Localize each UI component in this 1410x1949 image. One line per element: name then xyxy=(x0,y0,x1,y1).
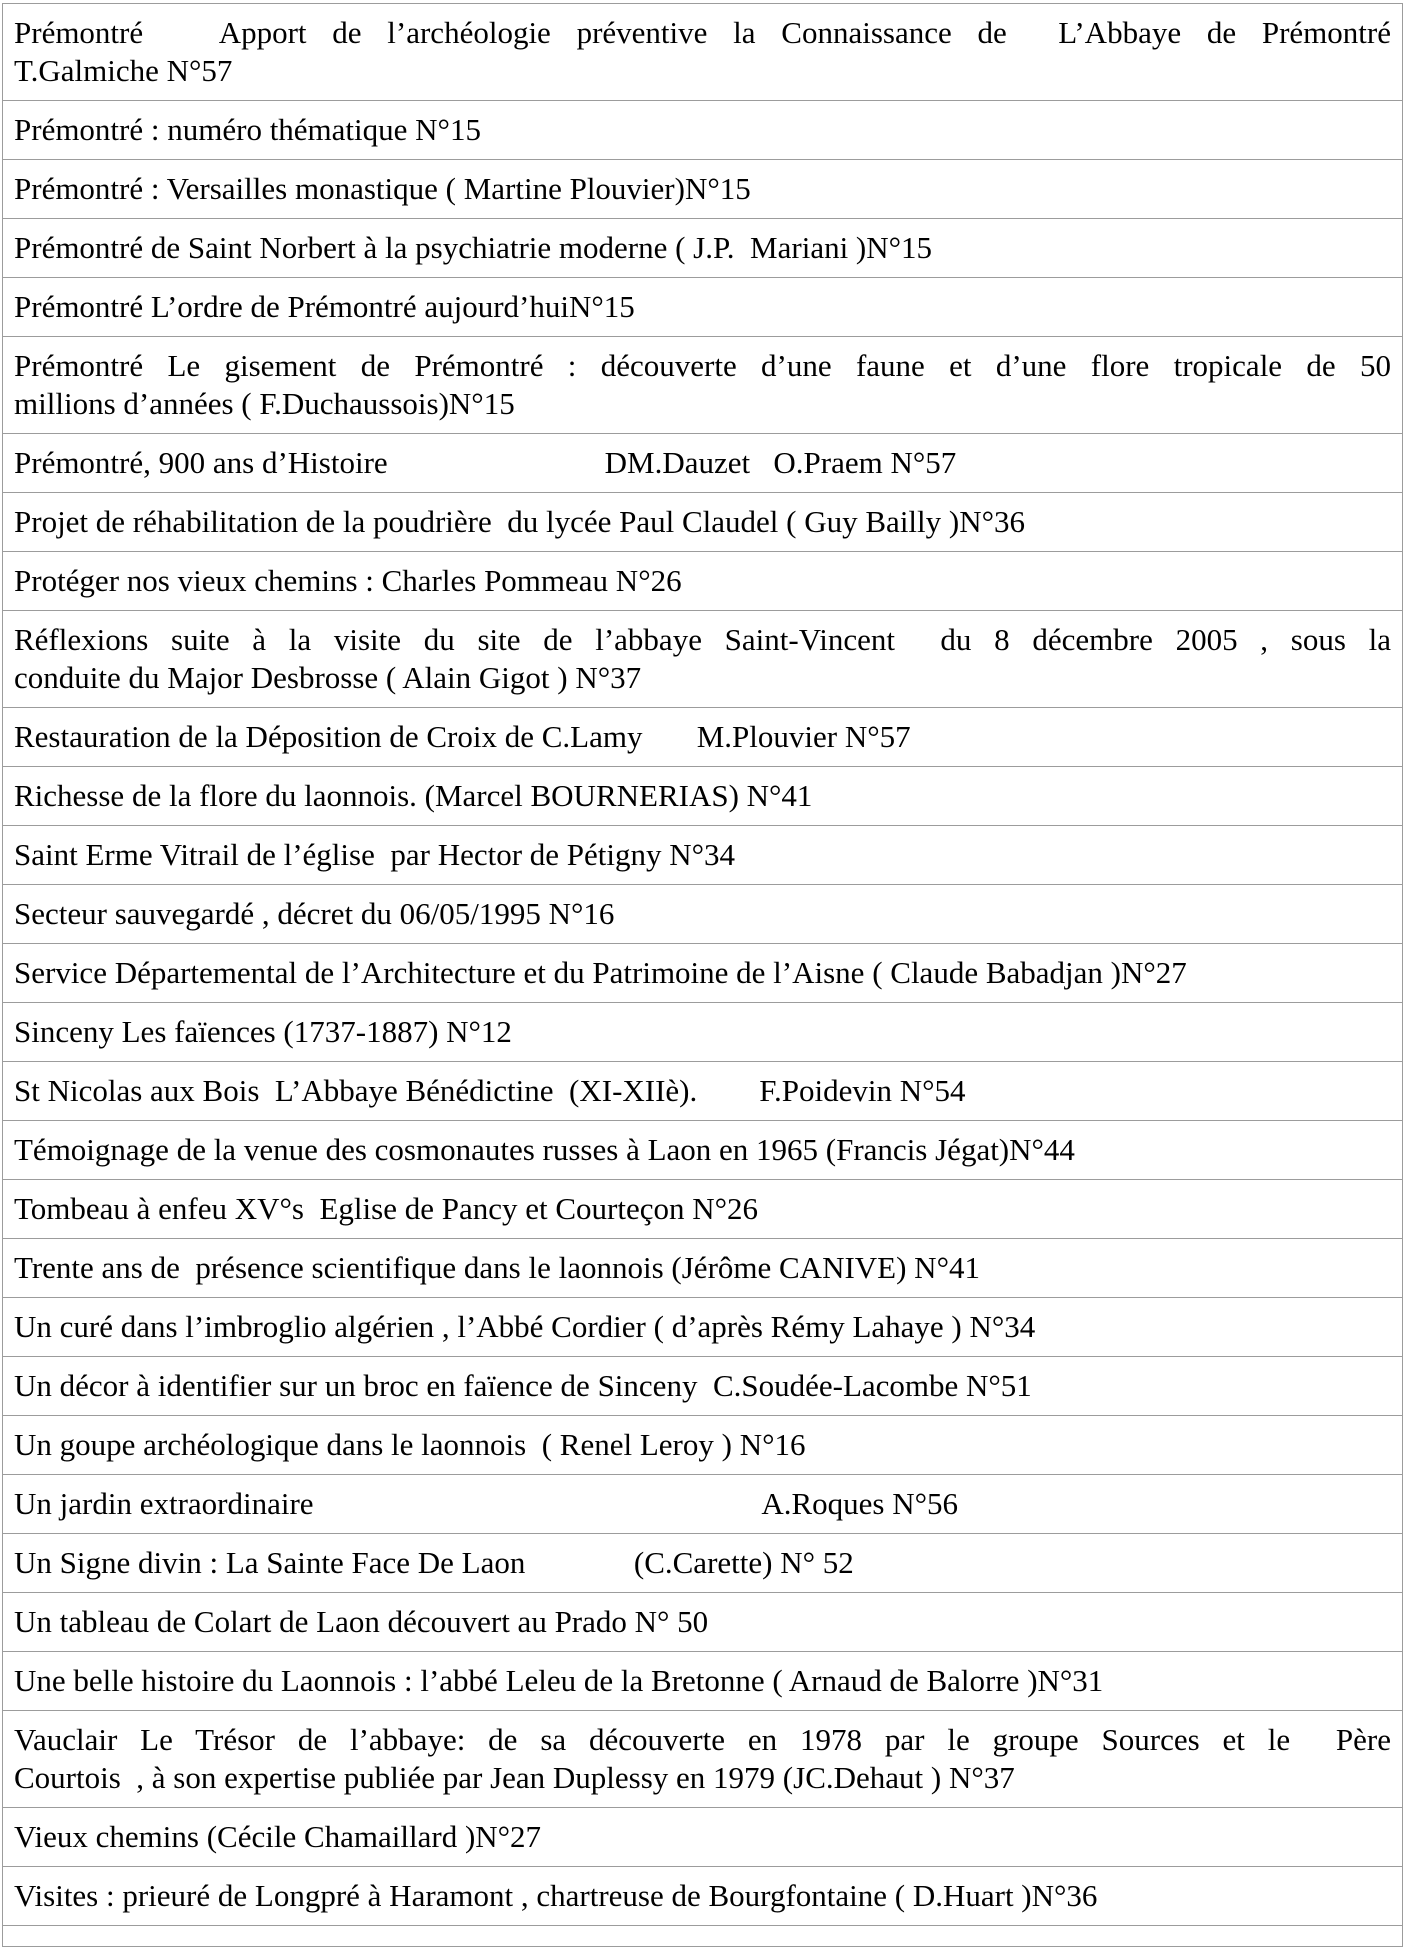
article-entry-line: Visites : prieuré de Longpré à Haramont , chartreuse de Bourgfontaine ( D.Huart )N°36 xyxy=(14,1878,1098,1913)
article-entry-line: Prémontré Le gisement de Prémontré : découverte d’une faune et d’une flore tropicale de 50 xyxy=(14,348,1391,383)
article-entry xyxy=(3,552,1403,611)
table-row xyxy=(3,1711,1403,1808)
article-entry xyxy=(3,278,1403,337)
article-entry xyxy=(3,1711,1403,1808)
article-entry xyxy=(3,493,1403,552)
article-entry xyxy=(3,1808,1403,1867)
table-row xyxy=(3,611,1403,708)
table-row xyxy=(3,944,1403,1003)
article-entry-line: Vieux chemins (Cécile Chamaillard )N°27 xyxy=(14,1819,542,1854)
table-row xyxy=(3,708,1403,767)
article-entry-line: Prémontré, 900 ans d’Histoire DM.Dauzet O.Praem N°57 xyxy=(14,445,957,480)
article-entry xyxy=(3,160,1403,219)
article-entry-line: Une belle histoire du Laonnois : l’abbé Leleu de la Bretonne ( Arnaud de Balorre )N°31 xyxy=(14,1663,1104,1698)
table-row xyxy=(3,1121,1403,1180)
table-row xyxy=(3,4,1403,101)
table-row xyxy=(3,101,1403,160)
article-entry-line: Projet de réhabilitation de la poudrière du lycée Paul Claudel ( Guy Bailly )N°36 xyxy=(14,504,1026,539)
article-entry xyxy=(3,885,1403,944)
article-entry xyxy=(3,1593,1403,1652)
article-entry xyxy=(3,767,1403,826)
article-entry-line: Témoignage de la venue des cosmonautes russes à Laon en 1965 (Francis Jégat)N°44 xyxy=(14,1132,1075,1167)
article-entry xyxy=(3,1867,1403,1926)
article-entry-line: Courtois , à son expertise publiée par Jean Duplessy en 1979 (JC.Dehaut ) N°37 xyxy=(14,1760,1015,1795)
article-entry-line: Prémontré : numéro thématique N°15 xyxy=(14,112,481,147)
article-entry xyxy=(3,1298,1403,1357)
article-entry-line: Un Signe divin : La Sainte Face De Laon (C.Carette) N° 52 xyxy=(14,1545,854,1580)
article-entry xyxy=(3,1652,1403,1711)
table-row xyxy=(3,278,1403,337)
article-entry-line: Restauration de la Déposition de Croix de C.Lamy M.Plouvier N°57 xyxy=(14,719,911,754)
article-entry xyxy=(3,1534,1403,1593)
article-entry-line: millions d’années ( F.Duchaussois)N°15 xyxy=(14,386,515,421)
table-row xyxy=(3,1652,1403,1711)
table-row xyxy=(3,1534,1403,1593)
table-row xyxy=(3,1062,1403,1121)
table-row xyxy=(3,160,1403,219)
table-row xyxy=(3,826,1403,885)
table-row xyxy=(3,1239,1403,1298)
article-entry-line: Un tableau de Colart de Laon découvert au Prado N° 50 xyxy=(14,1604,709,1639)
article-entry-line: Prémontré de Saint Norbert à la psychiatrie moderne ( J.P. Mariani )N°15 xyxy=(14,230,933,265)
table-row xyxy=(3,1926,1403,1947)
articles-index-rows xyxy=(3,4,1403,1947)
article-entry xyxy=(3,4,1403,101)
table-row xyxy=(3,1298,1403,1357)
article-entry xyxy=(3,708,1403,767)
article-entry xyxy=(3,826,1403,885)
article-entry xyxy=(3,219,1403,278)
table-row xyxy=(3,219,1403,278)
article-entry xyxy=(3,1475,1403,1534)
article-entry-line: Un décor à identifier sur un broc en faïence de Sinceny C.Soudée-Lacombe N°51 xyxy=(14,1368,1032,1403)
table-row xyxy=(3,434,1403,493)
article-entry-line: Prémontré Apport de l’archéologie préventive la Connaissance de L’Abbaye de Prémontré xyxy=(14,15,1391,50)
article-entry xyxy=(3,434,1403,493)
table-row xyxy=(3,552,1403,611)
table-row xyxy=(3,1180,1403,1239)
article-entry-line: Prémontré : Versailles monastique ( Martine Plouvier)N°15 xyxy=(14,171,751,206)
article-entry-line: Vauclair Le Trésor de l’abbaye: de sa découverte en 1978 par le groupe Sources et le Père xyxy=(14,1722,1391,1757)
article-entry xyxy=(3,1239,1403,1298)
article-entry xyxy=(3,1416,1403,1475)
table-row xyxy=(3,493,1403,552)
table-row xyxy=(3,1808,1403,1867)
article-entry xyxy=(3,1121,1403,1180)
article-entry-line: Un curé dans l’imbroglio algérien , l’Abbé Cordier ( d’après Rémy Lahaye ) N°34 xyxy=(14,1309,1036,1344)
table-row xyxy=(3,337,1403,434)
article-entry xyxy=(3,337,1403,434)
table-row xyxy=(3,1867,1403,1926)
article-entry-line: Richesse de la flore du laonnois. (Marcel BOURNERIAS) N°41 xyxy=(14,778,813,813)
articles-index-table xyxy=(2,3,1403,1947)
article-entry xyxy=(3,1926,1403,1947)
article-entry-line: conduite du Major Desbrosse ( Alain Gigot ) N°37 xyxy=(14,660,642,695)
table-row xyxy=(3,1416,1403,1475)
table-row xyxy=(3,1357,1403,1416)
article-entry-line: T.Galmiche N°57 xyxy=(14,53,233,88)
article-entry-line: Trente ans de présence scientifique dans le laonnois (Jérôme CANIVE) N°41 xyxy=(14,1250,980,1285)
article-entry-line: Service Départemental de l’Architecture et du Patrimoine de l’Aisne ( Claude Babadjan )N°27 xyxy=(14,955,1187,990)
article-entry xyxy=(3,611,1403,708)
article-entry xyxy=(3,1062,1403,1121)
article-entry-line: Réflexions suite à la visite du site de l’abbaye Saint-Vincent du 8 décembre 2005 , sous la xyxy=(14,622,1391,657)
article-entry-line: Secteur sauvegardé , décret du 06/05/1995 N°16 xyxy=(14,896,615,931)
article-entry xyxy=(3,1003,1403,1062)
article-entry xyxy=(3,101,1403,160)
table-row xyxy=(3,1003,1403,1062)
table-row xyxy=(3,767,1403,826)
table-row xyxy=(3,1475,1403,1534)
table-row xyxy=(3,1593,1403,1652)
article-entry-line: Tombeau à enfeu XV°s Eglise de Pancy et Courteçon N°26 xyxy=(14,1191,759,1226)
article-entry xyxy=(3,1180,1403,1239)
article-entry-line: Protéger nos vieux chemins : Charles Pommeau N°26 xyxy=(14,563,682,598)
article-entry-line: Sinceny Les faïences (1737-1887) N°12 xyxy=(14,1014,512,1049)
article-entry-line: Saint Erme Vitrail de l’église par Hector de Pétigny N°34 xyxy=(14,837,736,872)
article-entry-line: Un goupe archéologique dans le laonnois ( Renel Leroy ) N°16 xyxy=(14,1427,806,1462)
article-entry-line: St Nicolas aux Bois L’Abbaye Bénédictine (XI-XIIè). F.Poidevin N°54 xyxy=(14,1073,966,1108)
article-entry-line: Un jardin extraordinaire A.Roques N°56 xyxy=(14,1486,959,1521)
article-entry xyxy=(3,1357,1403,1416)
table-row xyxy=(3,885,1403,944)
article-entry xyxy=(3,944,1403,1003)
article-entry-line: Prémontré L’ordre de Prémontré aujourd’huiN°15 xyxy=(14,289,635,324)
